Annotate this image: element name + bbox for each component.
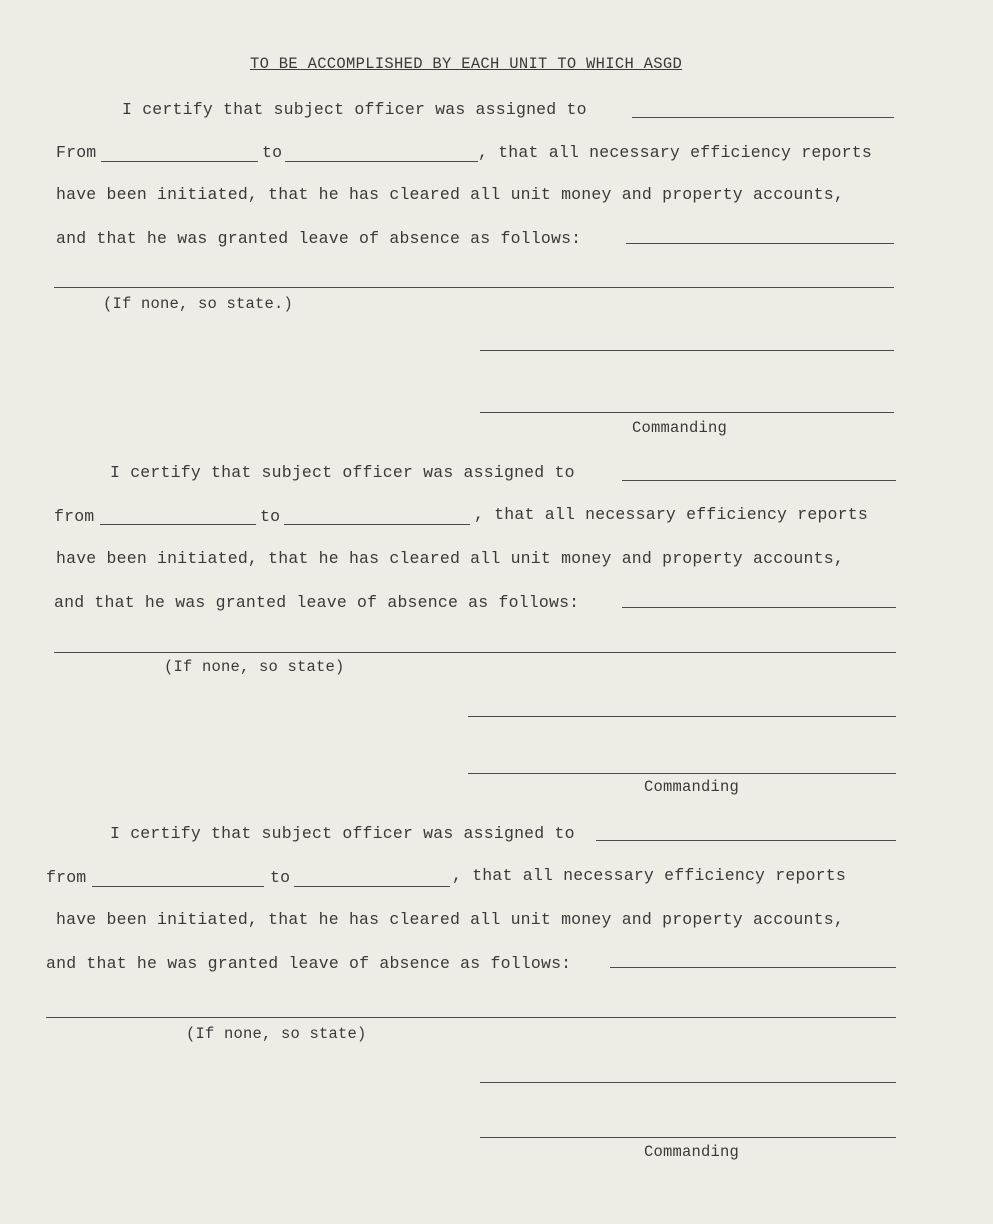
leave-line[interactable] bbox=[622, 607, 896, 608]
accounts-text: have been initiated, that he has cleared all unit money and property accounts, bbox=[56, 549, 844, 568]
none-note: (If none, so state) bbox=[164, 658, 345, 676]
to-label: to bbox=[262, 143, 283, 162]
efficiency-text: , that all necessary efficiency reports bbox=[478, 143, 872, 162]
leave-text: and that he was granted leave of absence as follows: bbox=[56, 229, 582, 248]
from-label: From bbox=[56, 143, 97, 162]
assigned-unit-line[interactable] bbox=[622, 480, 896, 481]
efficiency-text: , that all necessary efficiency reports bbox=[452, 866, 846, 885]
from-label: from bbox=[54, 507, 95, 526]
leave-text: and that he was granted leave of absence as follows: bbox=[54, 593, 580, 612]
commanding-label: Commanding bbox=[644, 1143, 740, 1161]
certify-text: I certify that subject officer was assigned to bbox=[110, 463, 575, 482]
from-label: from bbox=[46, 868, 87, 887]
leave-continuation-line[interactable] bbox=[54, 287, 894, 288]
efficiency-text: , that all necessary efficiency reports bbox=[474, 505, 868, 524]
signature-line[interactable] bbox=[480, 1082, 896, 1083]
form-title: TO BE ACCOMPLISHED BY EACH UNIT TO WHICH ASGD bbox=[250, 55, 683, 73]
leave-line[interactable] bbox=[626, 243, 894, 244]
accounts-text: have been initiated, that he has cleared all unit money and property accounts, bbox=[56, 910, 844, 929]
commanding-label: Commanding bbox=[632, 419, 728, 437]
commanding-line[interactable] bbox=[468, 773, 896, 774]
commanding-line[interactable] bbox=[480, 1137, 896, 1138]
none-note: (If none, so state.) bbox=[103, 295, 294, 313]
commanding-line[interactable] bbox=[480, 412, 894, 413]
to-date-line[interactable] bbox=[294, 886, 450, 887]
from-date-line[interactable] bbox=[92, 886, 264, 887]
leave-continuation-line[interactable] bbox=[54, 652, 896, 653]
none-note: (If none, so state) bbox=[186, 1025, 367, 1043]
assigned-unit-line[interactable] bbox=[632, 117, 894, 118]
signature-line[interactable] bbox=[480, 350, 894, 351]
from-date-line[interactable] bbox=[100, 524, 256, 525]
certify-text: I certify that subject officer was assigned to bbox=[122, 100, 587, 119]
leave-text: and that he was granted leave of absence as follows: bbox=[46, 954, 572, 973]
assigned-unit-line[interactable] bbox=[596, 840, 896, 841]
leave-continuation-line[interactable] bbox=[46, 1017, 896, 1018]
accounts-text: have been initiated, that he has cleared all unit money and property accounts, bbox=[56, 185, 844, 204]
commanding-label: Commanding bbox=[644, 778, 740, 796]
leave-line[interactable] bbox=[610, 967, 896, 968]
certify-text: I certify that subject officer was assigned to bbox=[110, 824, 575, 843]
to-date-line[interactable] bbox=[285, 161, 478, 162]
to-date-line[interactable] bbox=[284, 524, 470, 525]
to-label: to bbox=[260, 507, 281, 526]
signature-line[interactable] bbox=[468, 716, 896, 717]
from-date-line[interactable] bbox=[101, 161, 258, 162]
to-label: to bbox=[270, 868, 291, 887]
